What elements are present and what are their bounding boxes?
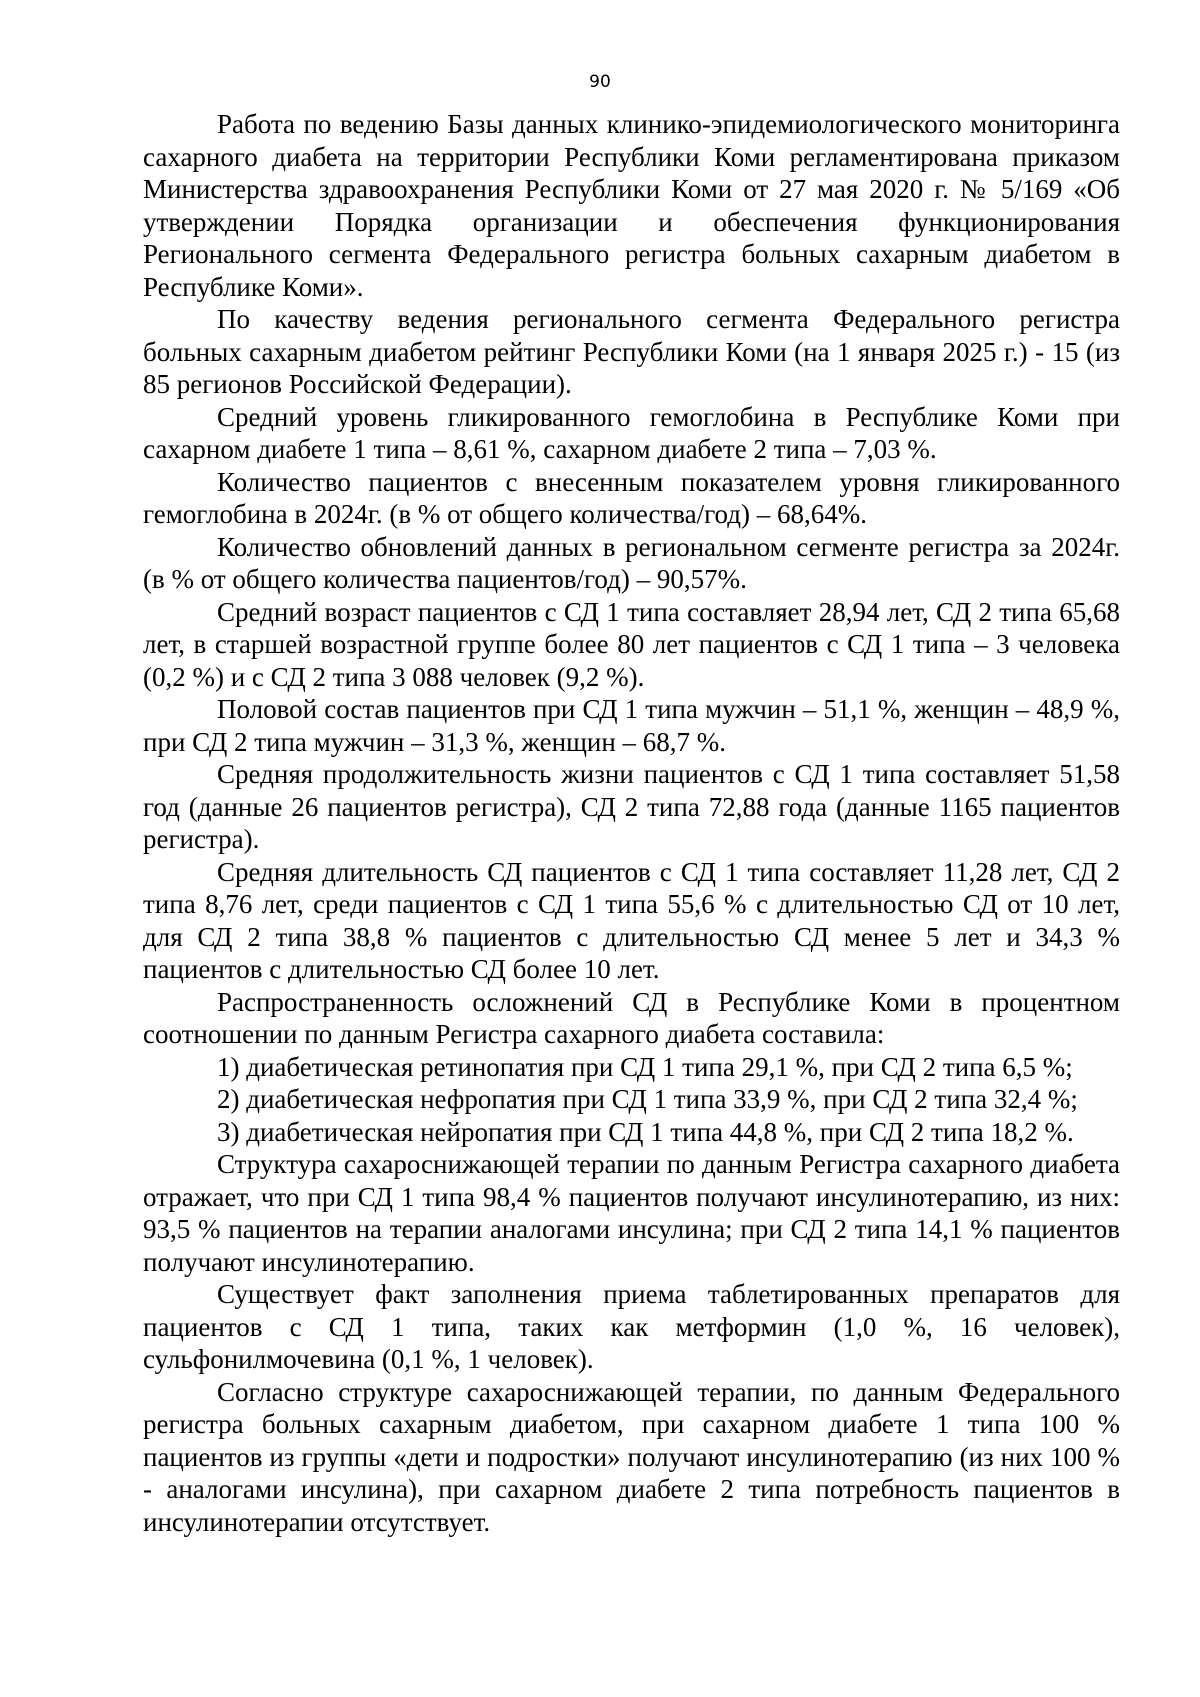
document-body: [143, 108, 1120, 1538]
paragraph-oral-drugs: Существует факт заполнения приема таблетированных препаратов для пациентов с СД 1 типа, таких как метформин (1,0 %, 16 человек), сульфонилмочевина (0,1 %, 1 человек).: [143, 1279, 1120, 1374]
paragraph-gender-composition: Половой состав пациентов при СД 1 типа мужчин – 51,1 %, женщин – 48,9 %, при СД 2 типа мужчин – 31,3 %, женщин – 68,7 %.: [143, 694, 1120, 757]
paragraph-therapy-structure: Структура сахароснижающей терапии по данным Регистра сахарного диабета отражает, что при СД 1 типа 98,4 % пациентов получают инсулинотерапию, из них: 93,5 % пациентов на терапии аналогами инсулина; при СД 2 типа 14,1 % пациентов получают инсулинотерапию.: [143, 1149, 1120, 1277]
page-number: 90: [589, 72, 611, 92]
paragraph-complications-intro: Распространенность осложнений СД в Республике Коми в процентном соотношении по данным Регистра сахарного диабета составила:: [143, 986, 1120, 1049]
paragraph-federal-registry-therapy: Согласно структуре сахароснижающей терапии, по данным Федерального регистра больных сахарным диабетом, при сахарном диабете 1 типа 100 % пациентов из группы «дети и подростки» получают инсулинотерапию (из них 100 % - аналогами инсулина), при сахарном диабете 2 типа потребность пациентов в инсулинотерапии отсутствует.: [143, 1376, 1120, 1537]
paragraph-data-updates: Количество обновлений данных в региональном сегменте регистра за 2024г. (в % от общего количества пациентов/год) – 90,57%.: [143, 531, 1120, 594]
paragraph-life-expectancy: Средняя продолжительность жизни пациентов с СД 1 типа составляет 51,58 год (данные 26 пациентов регистра), СД 2 типа 72,88 года (данные 1165 пациентов регистра).: [143, 759, 1120, 854]
paragraph-average-age: Средний возраст пациентов с СД 1 типа составляет 28,94 лет, СД 2 типа 65,68 лет, в старшей возрастной группе более 80 лет пациентов с СД 1 типа – 3 человека (0,2 %) и с СД 2 типа 3 088 человек (9,2 %).: [143, 596, 1120, 692]
paragraph-hba1c-coverage: Количество пациентов с внесенным показателем уровня гликированного гемоглобина в 2024г. (в % от общего количества/год) – 68,64%.: [143, 466, 1120, 529]
complication-nephropathy: 2) диабетическая нефропатия при СД 1 типа 33,9 %, при СД 2 типа 32,4 %;: [217, 1084, 1078, 1114]
paragraph-hba1c-level: Средний уровень гликированного гемоглобина в Республике Коми при сахарном диабете 1 типа – 8,61 %, сахарном диабете 2 типа – 7,03 %.: [143, 401, 1120, 464]
complication-neuropathy: 3) диабетическая нейропатия при СД 1 типа 44,8 %, при СД 2 типа 18,2 %.: [217, 1116, 1074, 1147]
paragraph-registry-regulation: Работа по ведению Базы данных клинико-эпидемиологического мониторинга сахарного диабета на территории Республики Коми регламентирована приказом Министерства здравоохранения Республики Коми от 27 мая 2020 г. № 5/169 «Об утверждении Порядка организации и обеспечения функционирования Регионального сегмента Федерального регистра больных сахарным диабетом в Республике Коми».: [143, 109, 1120, 302]
complication-retinopathy: 1) диабетическая ретинопатия при СД 1 типа 29,1 %, при СД 2 типа 6,5 %;: [217, 1051, 1073, 1082]
paragraph-disease-duration: Средняя длительность СД пациентов с СД 1 типа составляет 11,28 лет, СД 2 типа 8,76 лет, среди пациентов с СД 1 типа 55,6 % с длительностью СД от 10 лет, для СД 2 типа 38,8 % пациентов с длительностью СД менее 5 лет и 34,3 % пациентов с длительностью СД более 10 лет.: [143, 856, 1120, 984]
paragraph-registry-rating: По качеству ведения регионального сегмента Федерального регистра больных сахарным диабетом рейтинг Республики Коми (на 1 января 2025 г.) - 15 (из 85 регионов Российской Федерации).: [143, 304, 1120, 399]
